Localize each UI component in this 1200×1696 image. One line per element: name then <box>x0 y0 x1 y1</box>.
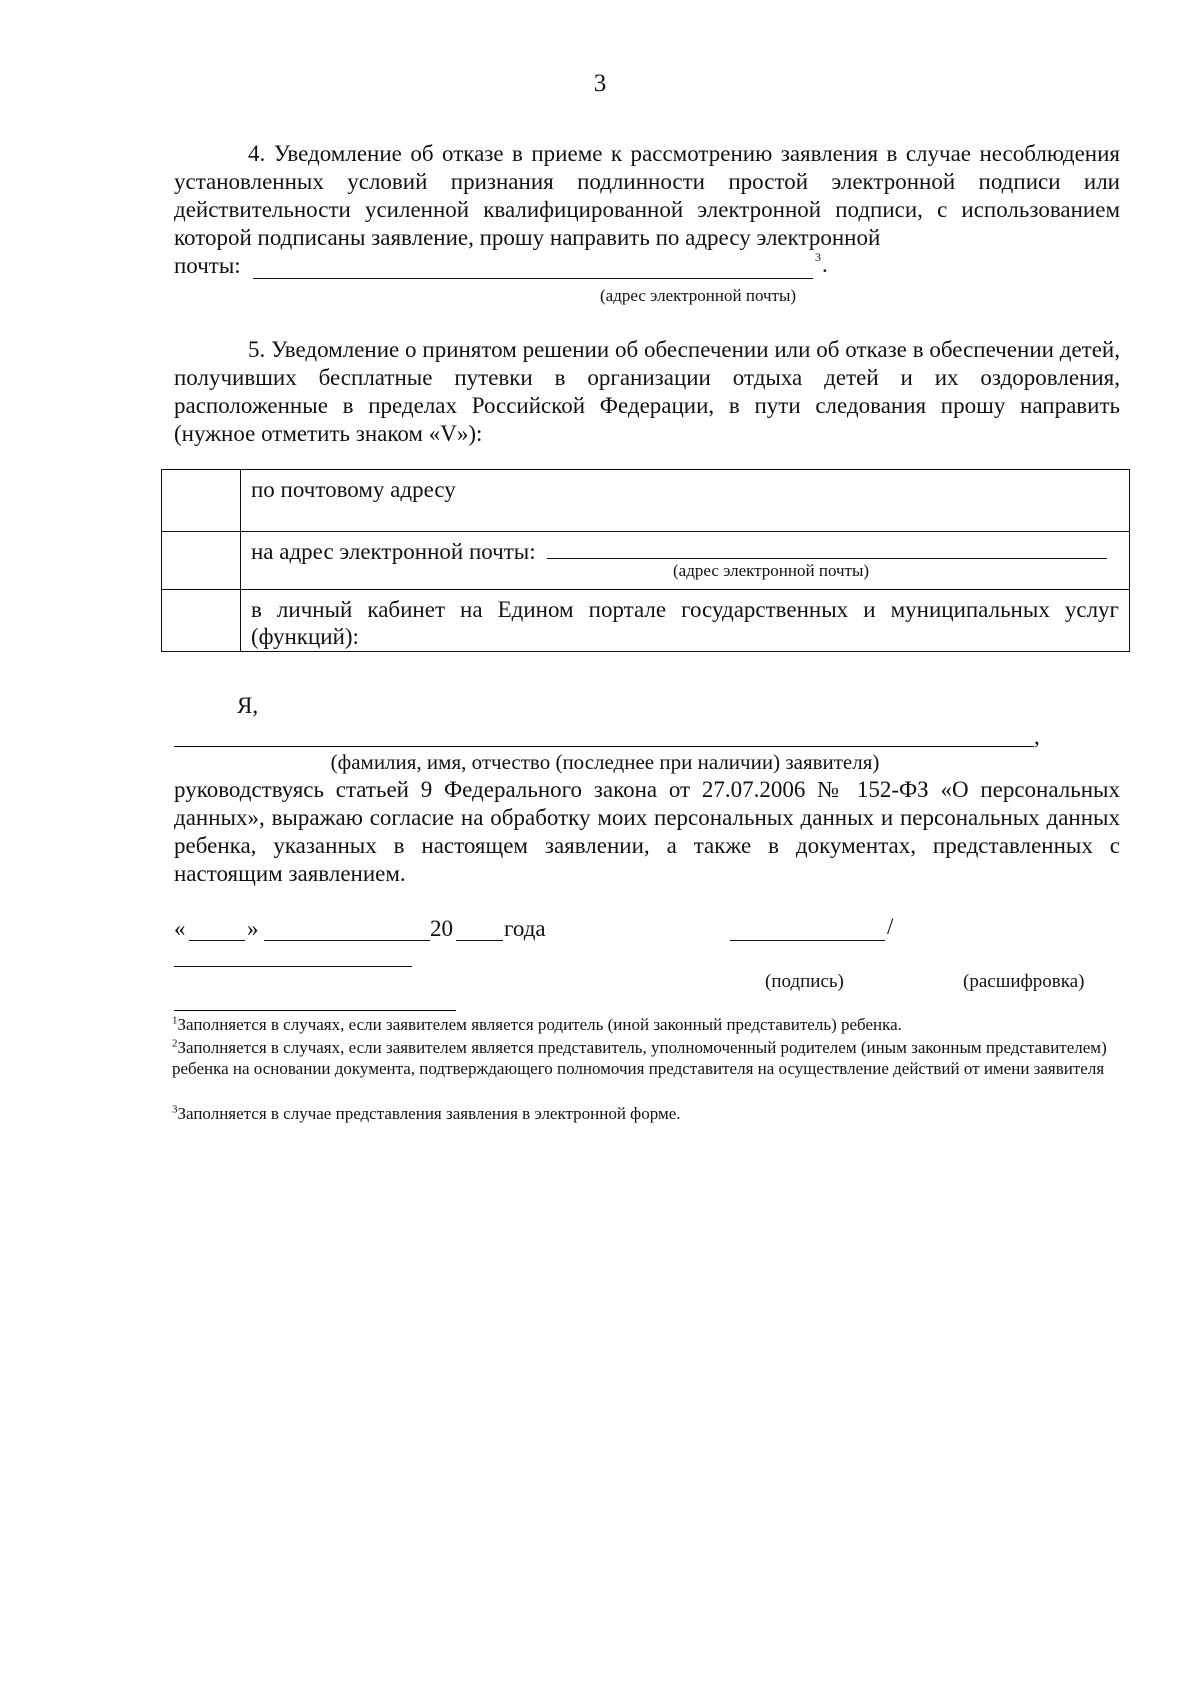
footnote-ref-3: 3 <box>815 250 821 264</box>
section-4-email-label <box>174 252 241 280</box>
footnote-3-mark: 3 <box>172 1103 178 1116</box>
option-row-postal <box>162 470 1130 532</box>
decode-caption: (расшифровка) <box>963 971 1085 992</box>
section-5-text: 5. Уведомление о принятом решении об обеспечении или об отказе в обеспечении детей, получивших бесплатные путевки в организации отдыха детей и их оздоровления, расположенные в пределах Российской Федерации, в пути следования прошу направить (нужное отметить знаком «V»): <box>174 337 1120 446</box>
date-quote-close: » <box>247 916 259 941</box>
footnote-1 <box>172 1014 1132 1035</box>
email-label-text: почты: <box>174 253 241 278</box>
page-number: 3 <box>593 70 607 97</box>
decode-field-line[interactable] <box>174 966 412 967</box>
footnote-3 <box>172 1103 1132 1124</box>
option-portal-text: в личный кабинет на Едином портале государственных и муниципальных услуг (функций): <box>251 597 1119 649</box>
option-row-email <box>162 532 1130 590</box>
section-4-text: 4. Уведомление об отказе в приеме к рассмотрению заявления в случае несоблюдения установленных условий признания подлинности простой электронной подписи или действительности усиленной квалифицированной электронной подписи, с использованием которой подписаны заявление, прошу направить по адресу электронной <box>174 141 1120 250</box>
notification-options-table <box>161 469 1130 652</box>
applicant-name-comma: , <box>1034 724 1040 749</box>
applicant-name-field-line[interactable] <box>174 746 1034 747</box>
date-month-field-line[interactable] <box>264 940 430 941</box>
footnote-2 <box>172 1037 1110 1079</box>
option-email-text: на адрес электронной почты: <box>251 539 536 564</box>
option-label-email <box>241 532 1130 590</box>
option-checkbox-postal[interactable] <box>162 470 241 532</box>
option-label-portal <box>241 590 1130 652</box>
date-year-field-line[interactable] <box>456 940 503 941</box>
footnote-1-mark: 1 <box>172 1014 178 1027</box>
section-4-email-caption: (адрес электронной почты) <box>600 286 797 305</box>
footnote-2-text: Заполняется в случаях, если заявителем является представитель, уполномоченный родителем (иным законным представителем) ребенка на основании документа, подтверждающего полномочия представителя на осуществление действий от имени заявителя <box>172 1038 1107 1078</box>
consent-ya: Я, <box>237 693 259 718</box>
option-checkbox-portal[interactable] <box>162 590 241 652</box>
applicant-name-caption: (фамилия, имя, отчество (последнее при наличии) заявителя) <box>330 750 880 774</box>
signature-slash: / <box>887 914 894 939</box>
section-4-email-field-line[interactable] <box>253 278 813 279</box>
date-quote-open: « <box>174 916 186 941</box>
option-row-portal <box>162 590 1130 652</box>
date-day-field-line[interactable] <box>189 940 245 941</box>
footnote-separator <box>174 1010 456 1011</box>
consent-text: руководствуясь статьей 9 Федерального закона от 27.07.2006 № 152-ФЗ «О персональных данных», выражаю согласие на обработку моих персональных данных и персональных данных ребенка, указанных в настоящем заявлении, а также в документах, представленных с настоящим заявлением. <box>174 777 1120 886</box>
footnote-1-text: Заполняется в случаях, если заявителем является родитель (иной законный представитель) ребенка. <box>177 1015 902 1034</box>
signature-field-line[interactable] <box>730 940 885 941</box>
signature-caption: (подпись) <box>765 971 844 992</box>
section-4-end-punct: . <box>822 252 828 277</box>
option-postal-text: по почтовому адресу <box>251 477 456 502</box>
option-email-field-line[interactable] <box>547 557 1107 559</box>
footnote-2-mark: 2 <box>172 1037 178 1050</box>
option-email-caption: (адрес электронной почты) <box>673 561 870 580</box>
date-year-suffix: года <box>504 916 546 941</box>
footnote-3-text: Заполняется в случае представления заявления в электронной форме. <box>177 1104 681 1123</box>
option-checkbox-email[interactable] <box>162 532 241 590</box>
date-year-prefix: 20 <box>430 916 453 941</box>
option-label-postal <box>241 470 1130 532</box>
